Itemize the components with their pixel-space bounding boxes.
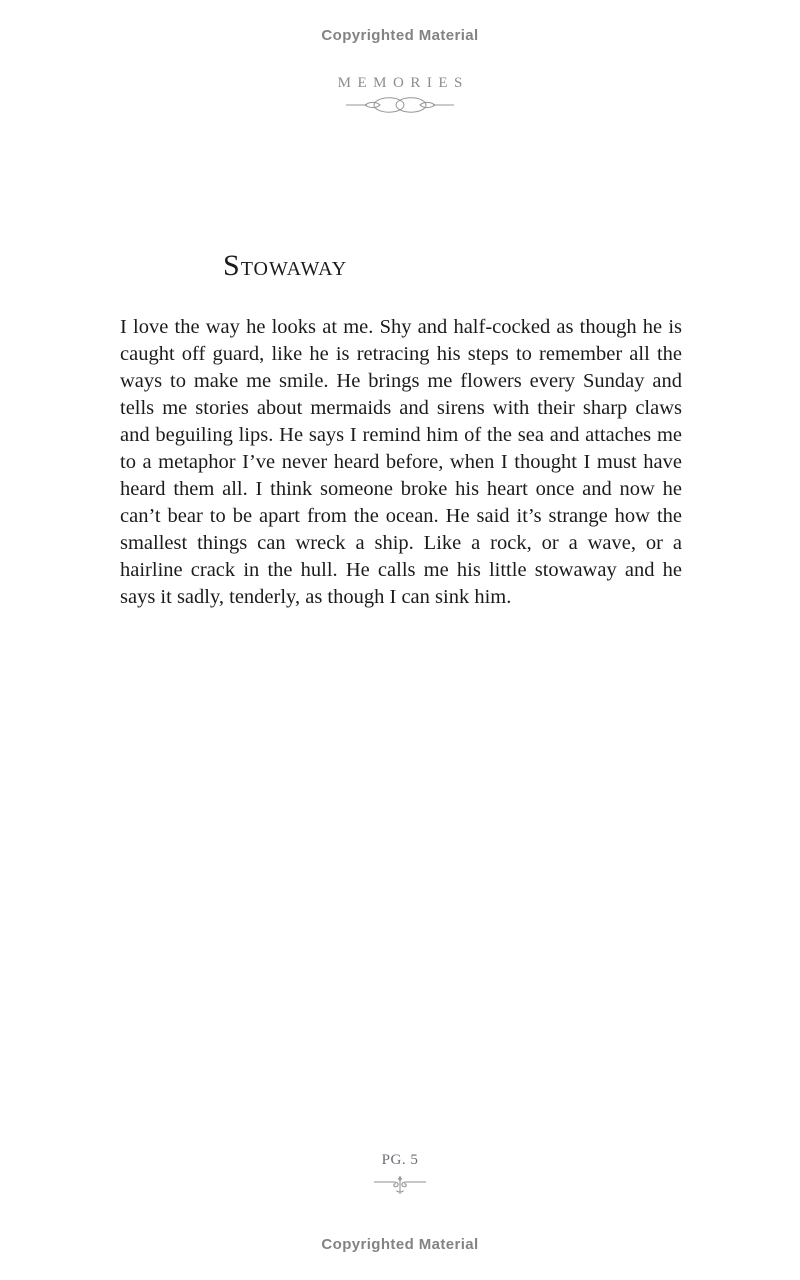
- tailpiece-ornament-icon: [0, 1175, 800, 1197]
- page-number: PG. 5: [381, 1152, 419, 1168]
- book-title: MEMORIES: [337, 75, 469, 91]
- section-title: STOWAWAY: [223, 249, 348, 282]
- body-paragraph: I love the way he looks at me. Shy and half-cocked as though he is caught off guard, like he is retracing his steps to remember all the ways to make me smile. He brings me flowers every Sunday and tells me stories about mermaids and sirens with their sharp claws and beguiling lips. He says I remind him of the sea and attaches me to a metaphor I’ve never heard before, when I thought I must have heard them all. I think someone broke his heart once and now he can’t bear to be apart from the ocean. He said it’s strange how the smallest things can wreck a ship. Like a rock, or a wave, or a hairline crack in the hull. He calls me his little stowaway and he says it sadly, tenderly, as though I can sink him.: [120, 316, 682, 608]
- flourish-divider-icon: [0, 95, 800, 117]
- copyright-notice-bottom: Copyrighted Material: [321, 1236, 479, 1253]
- copyright-notice-top: Copyrighted Material: [321, 27, 479, 44]
